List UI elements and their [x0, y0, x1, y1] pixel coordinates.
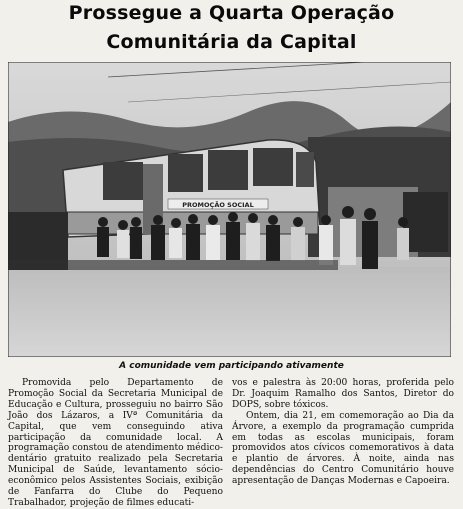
- article-paragraph: vos e palestra às 20:00 horas, proferida pelo Dr. Joaquim Ramalho dos Santos, Diretor do DOPS, sobre tóxicos.: [232, 378, 454, 410]
- ground: [8, 267, 451, 357]
- article-paragraph: Ontem, dia 21, em comemoração ao Dia da Árvore, a exemplo da programação cumprida em todas as escolas municipais, foram promovidos atos cívicos comemorativos à data e plantio de árvores. À noite, ainda nas dependências do Centro Comunitário houve apresentação de Danças Modernas e Capoeira.: [232, 410, 454, 487]
- photo-illustration: [8, 62, 451, 357]
- news-photo: [8, 62, 451, 357]
- headline-line-2: Comunitária da Capital: [106, 31, 357, 53]
- article-column-1: Promovida pelo Departamento de Promoção Social da Secretaria Municipal de Educação e Cultura, prosseguiu no bairro São João dos Lázaros, a IVª Comunitária da Capital, que vem conseguindo ativa participação da comunidade local. A programação constou de atendimento médico-dentário gratuito realizado pela Secretaria Municipal de Saúde, levantamento sócio-econômico pelos Assistentes Sociais, exibição de Fanfarra do Clube do Pequeno Trabalhador, projeção de filmes educati-: [8, 378, 223, 508]
- bus-sign: PROMOÇÃO SOCIAL: [182, 201, 254, 209]
- photo-caption: A comunidade vem participando ativamente: [119, 361, 344, 371]
- article-column-2: [232, 378, 454, 487]
- headline-line-1: Prossegue a Quarta Operação: [68, 2, 395, 24]
